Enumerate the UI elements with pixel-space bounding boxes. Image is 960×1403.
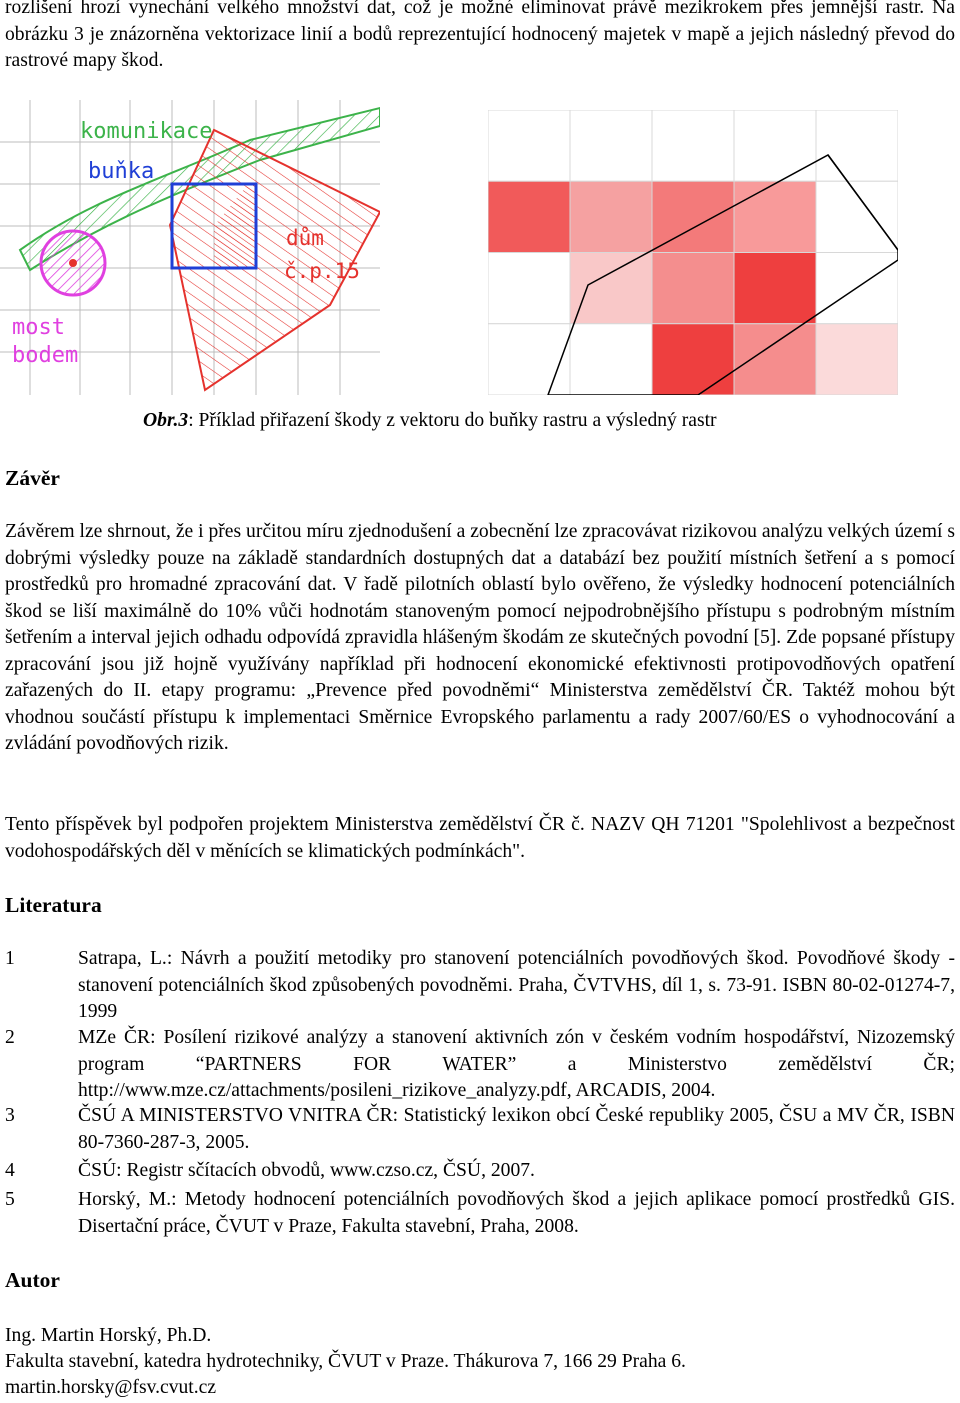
label-bodem: bodem bbox=[12, 343, 79, 368]
reference-number: 3 bbox=[5, 1105, 15, 1126]
raster-cell-3-2 bbox=[652, 324, 734, 395]
bridge-point bbox=[69, 259, 77, 267]
raster-cell-3-1 bbox=[570, 324, 652, 395]
reference-text: Satrapa, L.: Návrh a použití metodiky pro stanovení potenciálních povodňových škod. Povodňové škody - stanovení potenciálních škod způsobených povodněmi. Praha, ČVTVHS, díl 1, s. 73-91. ISBN 80-02-01274-7, 1999 bbox=[78, 948, 955, 1022]
raster-figure bbox=[488, 110, 898, 395]
label-bunka: buňka bbox=[88, 159, 155, 184]
reference-number: 1 bbox=[5, 948, 15, 969]
raster-cell-2-1 bbox=[570, 253, 652, 324]
reference-item bbox=[5, 946, 955, 1026]
author-email[interactable]: martin.horsky@fsv.cvut.cz bbox=[5, 1377, 217, 1398]
reference-item bbox=[5, 1103, 955, 1156]
raster-cell-2-2 bbox=[652, 253, 734, 324]
raster-cell-2-0 bbox=[488, 253, 570, 324]
raster-cell-0-2 bbox=[652, 110, 734, 181]
raster-cell-0-4 bbox=[816, 110, 898, 181]
intro-text: rozlišení hrozí vynechání velkého množství dat, což je možné eliminovat právě mezikrokem přes jemnější rastr. Na obrázku 3 je znázorněna vektorizace linií a bodů reprezentující hodnocený majetek v mapě a jejich následný převod do rastrové mapy škod. bbox=[5, 0, 955, 71]
reference-text: ČSÚ A MINISTERSTVO VNITRA ČR: Statistický lexikon obcí České republiky 2005, ČSU a MV ČR, ISBN 80-7360-287-3, 2005. bbox=[78, 1105, 955, 1153]
raster-cell-0-3 bbox=[734, 110, 816, 181]
caption-label: Obr.3 bbox=[143, 410, 189, 431]
reference-number: 4 bbox=[5, 1160, 15, 1181]
raster-cell-0-1 bbox=[570, 110, 652, 181]
intro-paragraph bbox=[5, 0, 955, 75]
reference-number: 5 bbox=[5, 1189, 15, 1210]
reference-text: Horský, M.: Metody hodnocení potenciálních povodňových škod a jejich aplikace pomocí prostředků GIS. Disertační práce, ČVUT v Praze, Fakulta stavební, Praha, 2008. bbox=[78, 1189, 955, 1237]
label-komunikace: komunikace bbox=[80, 119, 213, 144]
label-dum: dům bbox=[286, 226, 324, 250]
label-cp: č.p.15 bbox=[284, 259, 360, 283]
raster-cell-1-2 bbox=[652, 181, 734, 252]
raster-cell-3-3 bbox=[734, 324, 816, 395]
author-name: Ing. Martin Horský, Ph.D. bbox=[5, 1325, 212, 1346]
reference-item bbox=[5, 1025, 955, 1105]
raster-cell-3-4 bbox=[816, 324, 898, 395]
literature-heading: Literatura bbox=[5, 893, 102, 917]
reference-text: ČSÚ: Registr sčítacích obvodů, www.czso.cz, ČSÚ, 2007. bbox=[78, 1160, 535, 1181]
conclusion-paragraph-1: Závěrem lze shrnout, že i přes určitou míru zjednodušení a zobecnění lze zpracovávat rizikovou analýzu velkých území s dobrými výsledky pouze na základě standardních dostupných dat a databází bez použití místních šetření a s pomocí prostředků pro hromadné zpracování dat. V řadě pilotních oblastí bylo ověřeno, že výsledky hodnocení potenciálních škod se liší maximálně do 10% vůči hodnotám stanoveným pomocí nejpodrobnějšího přístupu s podrobným místním šetřením a interval jejich odhadu odpovídá zpravidla hlášeným škodám ze skutečných povodní [5]. Zde popsané přístupy zpracování jsou již hojně využívány například při hodnocení ekonomické efektivnosti protipovodňových opatření zařazených do II. etapy programu: „Prevence před povodněmi“ Ministerstva zemědělství ČR. Taktéž mohou být vhodnou součástí přístupu k implementaci Směrnice Evropského parlamentu a rady 2007/60/ES o vyhodnocování a zvládání povodňových rizik. bbox=[5, 521, 955, 754]
conclusion-heading: Závěr bbox=[5, 466, 60, 490]
conclusion-section bbox=[5, 519, 955, 758]
figure-caption bbox=[143, 410, 717, 432]
acknowledgement-section bbox=[5, 812, 955, 865]
raster-cell-1-0 bbox=[488, 181, 570, 252]
raster-cell-2-3 bbox=[734, 253, 816, 324]
label-most: most bbox=[12, 315, 65, 340]
raster-cell-3-0 bbox=[488, 324, 570, 395]
raster-cell-1-4 bbox=[816, 181, 898, 252]
raster-cell-0-0 bbox=[488, 110, 570, 181]
reference-item bbox=[5, 1187, 955, 1240]
author-heading: Autor bbox=[5, 1268, 60, 1292]
reference-text: MZe ČR: Posílení rizikové analýzy a stanovení aktivních zón v českém vodním hospodářství, Nizozemský program “PARTNERS FOR WATER” a Ministerstvo zemědělství ČR; http://www.mze.cz/attachments/posileni_rizikove_analyzy.pdf, ARCADIS, 2004. bbox=[78, 1027, 955, 1101]
reference-number: 2 bbox=[5, 1027, 15, 1048]
raster-cell-1-1 bbox=[570, 181, 652, 252]
reference-item bbox=[5, 1158, 955, 1185]
author-affiliation: Fakulta stavební, katedra hydrotechniky, ČVUT v Praze. Thákurova 7, 166 29 Praha 6. bbox=[5, 1351, 686, 1372]
vector-figure bbox=[0, 100, 380, 395]
raster-cell-1-3 bbox=[734, 181, 816, 252]
raster-cells bbox=[488, 110, 898, 395]
conclusion-paragraph-2: Tento příspěvek byl podpořen projektem Ministerstva zemědělství ČR č. NAZV QH 71201 "Spolehlivost a bezpečnost vodohospodářských děl v měnících se klimatických podmínkách". bbox=[5, 814, 955, 862]
caption-text: : Příklad přiřazení škody z vektoru do buňky rastru a výsledný rastr bbox=[188, 410, 717, 431]
